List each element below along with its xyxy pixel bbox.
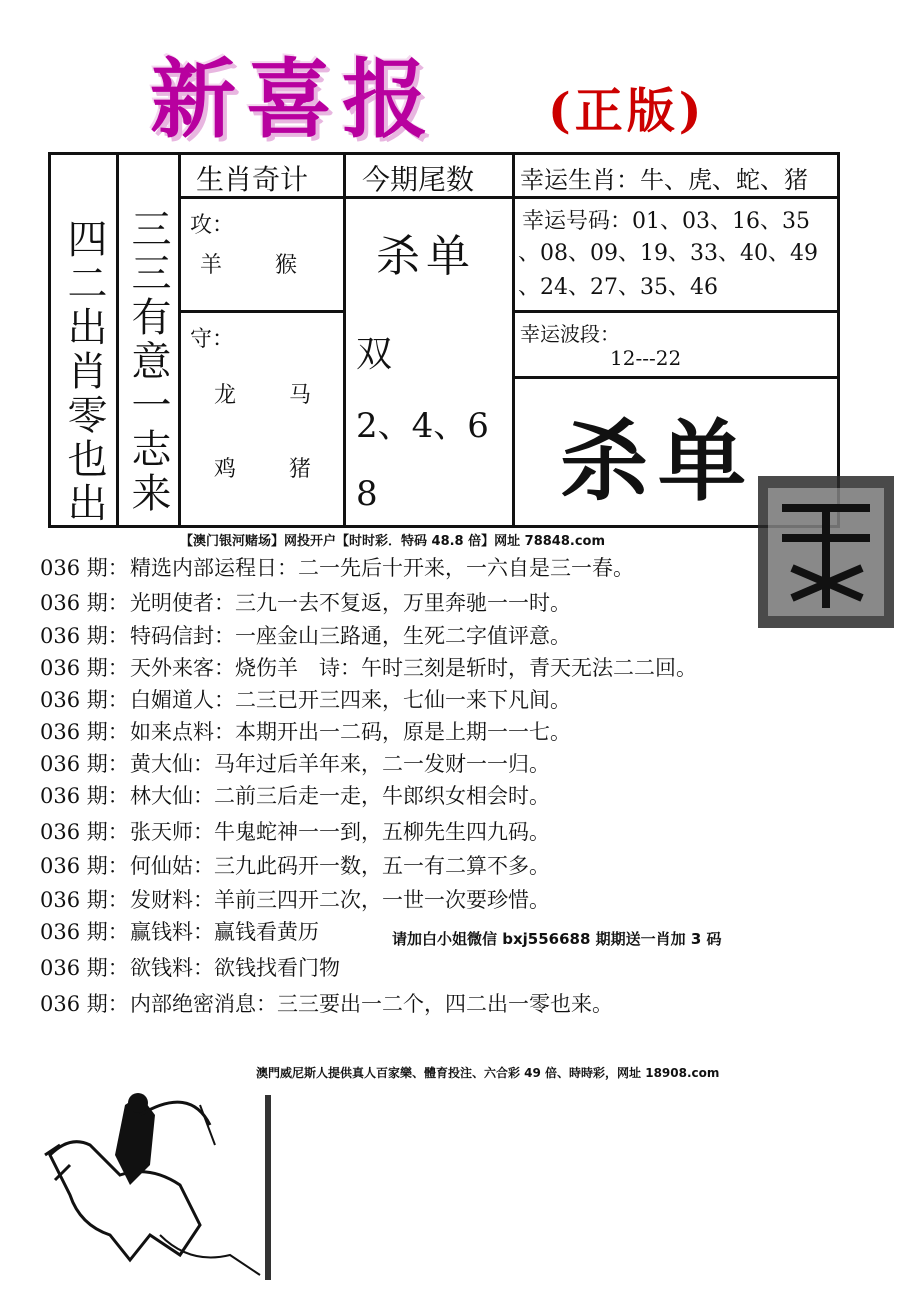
- period-prefix: 036 期：: [40, 591, 129, 615]
- period-line: [40, 952, 340, 982]
- period-text: 欲钱料：欲钱找看门物: [130, 956, 340, 980]
- period-line: [40, 716, 571, 746]
- period-text: 特码信封：一座金山三路通，生死二字值评意。: [130, 624, 571, 648]
- tail-header: 今期尾数: [362, 163, 475, 196]
- period-prefix: 036 期：: [40, 752, 129, 776]
- period-prefix: 036 期：: [40, 688, 129, 712]
- period-line: [40, 552, 634, 582]
- period-line: [40, 748, 550, 778]
- ad-banner-bottom[interactable]: 澳門威尼斯人提供真人百家樂、體育投注、六合彩 49 倍、時時彩，网址 18908.com: [256, 1066, 720, 1080]
- lucky-zodiac: 幸运生肖：牛、虎、蛇、猪: [520, 166, 808, 194]
- attack-label: 攻：: [190, 213, 235, 238]
- vertical-verse-right: 三三有意一志来: [125, 208, 171, 516]
- horse-rider-illustration: [30, 1085, 280, 1285]
- period-text: 何仙姑：三九此码开一数，五一有二算不多。: [130, 854, 550, 878]
- tail-kill: 杀单: [376, 231, 476, 282]
- period-prefix: 036 期：: [40, 888, 129, 912]
- divider: [512, 310, 840, 313]
- period-text: 发财料：羊前三四开二次，一世一次要珍惜。: [130, 888, 550, 912]
- period-text: 内部绝密消息：三三要出一二个，四二出一零也来。: [130, 992, 613, 1016]
- lucky-numbers-row3: 、24、27、35、46: [518, 275, 718, 300]
- lucky-numbers: 幸运号码：01、03、16、35: [522, 209, 810, 234]
- period-line: [40, 850, 550, 880]
- period-text: 天外来客：烧伤羊 诗：午时三刻是斩时，青天无法二二回。: [130, 656, 697, 680]
- period-line: [40, 988, 613, 1018]
- period-line: [40, 684, 571, 714]
- tail-type: 双: [356, 334, 393, 375]
- period-text: 如来点料：本期开出一二码，原是上期一一七。: [130, 720, 571, 744]
- period-line: [40, 816, 550, 846]
- defend-label: 守：: [190, 327, 235, 352]
- wechat-note: 请加白小姐微信 bxj556688 期期送一肖加 3 码: [392, 930, 722, 948]
- period-line: [40, 916, 319, 946]
- divider: [178, 310, 343, 313]
- attack-zodiacs: 羊 猴: [200, 253, 305, 278]
- period-line: [40, 587, 571, 617]
- period-line: [40, 652, 697, 682]
- tail-numbers-extra: 8: [356, 474, 378, 514]
- lucky-wave-value: 12---22: [610, 346, 682, 370]
- page-title: 新喜报: [150, 49, 438, 150]
- period-text: 黄大仙：马年过后羊年来，二一发财一一归。: [130, 752, 550, 776]
- defend-zodiacs-row1: 龙 马: [214, 383, 319, 408]
- ad-banner-top[interactable]: 【澳门银河赌场】网投开户【时时彩．特码 48.8 倍】网址 78848.com: [180, 534, 606, 549]
- period-prefix: 036 期：: [40, 720, 129, 744]
- divider: [178, 152, 181, 528]
- divider: [512, 152, 515, 528]
- vertical-verse-left: 四二出肖零也出: [61, 218, 107, 526]
- big-kill: 杀单: [560, 409, 757, 513]
- divider: [512, 376, 840, 379]
- period-text: 精选内部运程日：二一先后十开来，一六自是三一春。: [130, 556, 634, 580]
- seal-stamp: [752, 468, 900, 638]
- period-prefix: 036 期：: [40, 820, 129, 844]
- period-line: [40, 780, 550, 810]
- period-text: 张天师：牛鬼蛇神一一到，五柳先生四九码。: [130, 820, 550, 844]
- lucky-wave-label: 幸运波段：: [520, 322, 620, 346]
- period-line: [40, 620, 571, 650]
- lucky-numbers-row2: 、08、09、19、33、40、49: [518, 241, 818, 266]
- zodiac-header: 生肖奇计: [196, 163, 309, 196]
- period-prefix: 036 期：: [40, 992, 129, 1016]
- period-text: 白媚道人：二三已开三四来，七仙一来下凡间。: [130, 688, 571, 712]
- period-prefix: 036 期：: [40, 920, 129, 944]
- period-prefix: 036 期：: [40, 854, 129, 878]
- period-text: 赢钱料：赢钱看黄历: [130, 920, 319, 944]
- period-prefix: 036 期：: [40, 956, 129, 980]
- period-prefix: 036 期：: [40, 556, 129, 580]
- period-prefix: 036 期：: [40, 624, 129, 648]
- edition-label: (正版): [548, 83, 706, 139]
- defend-zodiacs-row2: 鸡 猪: [214, 457, 319, 482]
- period-prefix: 036 期：: [40, 656, 129, 680]
- divider: [116, 152, 119, 528]
- period-text: 光明使者：三九一去不复返，万里奔驰一一时。: [130, 591, 571, 615]
- period-text: 林大仙：二前三后走一走，牛郎织女相会时。: [130, 784, 550, 808]
- period-line: [40, 884, 550, 914]
- tail-numbers: 2、4、6: [356, 406, 489, 446]
- period-prefix: 036 期：: [40, 784, 129, 808]
- divider: [343, 152, 346, 528]
